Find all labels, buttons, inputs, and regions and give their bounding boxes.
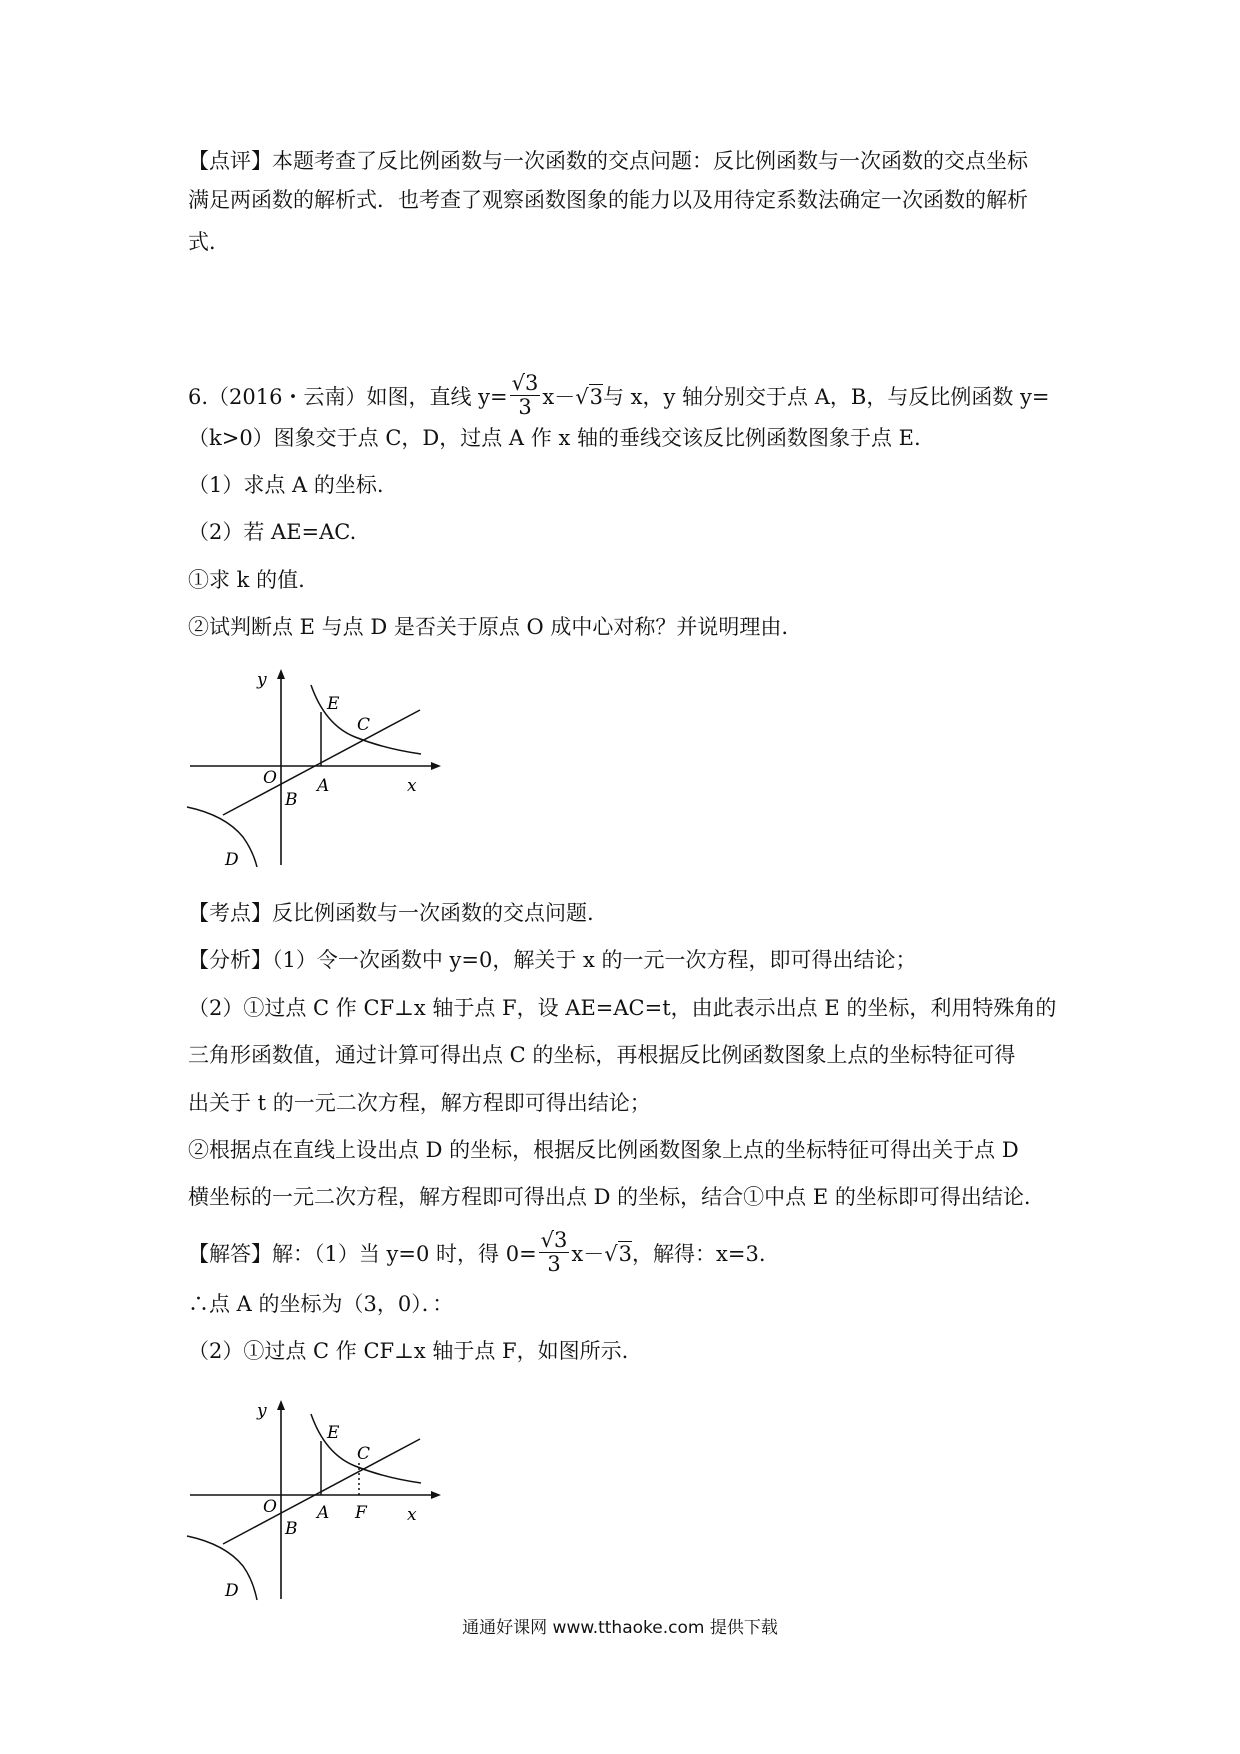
problem-statement-line-2: （k>0）图象交于点 C，D，过点 A 作 x 轴的垂线交该反比例函数图象于点 E. bbox=[188, 426, 921, 450]
y-axis-arrow bbox=[277, 1400, 285, 1410]
problem-sqrt-rad: 3 bbox=[589, 385, 603, 409]
label-o: O bbox=[263, 1497, 277, 1517]
figure-2 bbox=[185, 1394, 445, 1604]
label-c: C bbox=[357, 1444, 371, 1464]
problem-sqrt bbox=[575, 382, 603, 412]
solution-sqrt-sym: √ bbox=[604, 1242, 618, 1266]
solution-suffix: ，解得：x=3. bbox=[632, 1242, 766, 1266]
label-b: B bbox=[285, 790, 298, 810]
hyperbola-branch-lower bbox=[187, 807, 257, 867]
question-2: （2）若 AE=AC. bbox=[188, 520, 357, 544]
label-y: y bbox=[257, 1401, 267, 1421]
solution-frac-num: √3 bbox=[540, 1228, 568, 1252]
label-b: B bbox=[285, 1519, 298, 1539]
label-a: A bbox=[317, 776, 330, 796]
x-axis-arrow bbox=[431, 1491, 441, 1499]
review-line-2: 满足两函数的解析式．也考查了观察函数图象的能力以及用待定系数法确定一次函数的解析 bbox=[188, 188, 1028, 212]
label-e: E bbox=[327, 1423, 340, 1443]
question-2b: ②试判断点 E 与点 D 是否关于原点 O 成中心对称？并说明理由. bbox=[188, 615, 789, 639]
label-d: D bbox=[225, 850, 239, 870]
solution-line-3: （2）①过点 C 作 CF⊥x 轴于点 F，如图所示. bbox=[188, 1339, 629, 1363]
footer-text: 通通好课网 www.tthaoke.com 提供下载 bbox=[462, 1618, 778, 1638]
solution-line-2: ∴点 A 的坐标为（3，0）．： bbox=[188, 1292, 454, 1316]
figure-1 bbox=[185, 665, 445, 870]
problem-sqrt-sym: √ bbox=[575, 385, 589, 409]
problem-suffix: 与 x，y 轴分别交于点 A，B，与反比例函数 y= bbox=[602, 385, 1050, 409]
solution-sqrt bbox=[604, 1239, 632, 1269]
problem-mid: x－ bbox=[542, 385, 576, 409]
label-y: y bbox=[257, 670, 267, 690]
solution-mid: x－ bbox=[571, 1242, 605, 1266]
solution-fraction bbox=[539, 1228, 570, 1275]
label-x: x bbox=[407, 776, 417, 796]
solution-frac-den: 3 bbox=[547, 1252, 561, 1276]
solution-sqrt-rad: 3 bbox=[618, 1242, 633, 1266]
fenxi-line-5: ②根据点在直线上设出点 D 的坐标，根据反比例函数图象上点的坐标特征可得出关于点 D bbox=[188, 1138, 1019, 1162]
fenxi-line-6: 横坐标的一元二次方程，解方程即可得出点 D 的坐标，结合①中点 E 的坐标即可得出结论. bbox=[188, 1185, 1031, 1209]
fenxi-line-2: （2）①过点 C 作 CF⊥x 轴于点 F，设 AE=AC=t，由此表示出点 E 的坐标，利用特殊角的 bbox=[188, 996, 1057, 1020]
label-e: E bbox=[327, 694, 340, 714]
kaodian: 【考点】反比例函数与一次函数的交点问题. bbox=[188, 901, 594, 925]
label-d: D bbox=[225, 1581, 239, 1601]
problem-frac-num: √3 bbox=[511, 371, 539, 395]
problem-prefix: 6.（2016・云南）如图，直线 y= bbox=[188, 385, 508, 409]
label-a: A bbox=[317, 1503, 330, 1523]
review-line-3: 式． bbox=[188, 230, 230, 254]
solution-line-1 bbox=[188, 1228, 766, 1279]
y-axis-arrow bbox=[277, 669, 285, 679]
fenxi-line-4: 出关于 t 的一元二次方程，解方程即可得出结论； bbox=[188, 1091, 651, 1115]
solution-prefix: 【解答】解：（1）当 y=0 时，得 0= bbox=[188, 1242, 537, 1266]
question-2a: ①求 k 的值. bbox=[188, 568, 305, 592]
question-1: （1）求点 A 的坐标. bbox=[188, 473, 384, 497]
hyperbola-branch-lower bbox=[187, 1536, 257, 1600]
fenxi-line-1: 【分析】（1）令一次函数中 y=0，解关于 x 的一元一次方程，即可得出结论； bbox=[188, 948, 917, 972]
review-line-1: 【点评】本题考查了反比例函数与一次函数的交点问题：反比例函数与一次函数的交点坐标 bbox=[188, 149, 1028, 173]
problem-fraction bbox=[510, 371, 541, 418]
label-f: F bbox=[355, 1503, 367, 1523]
x-axis-arrow bbox=[431, 762, 441, 770]
fenxi-line-3: 三角形函数值，通过计算可得出点 C 的坐标，再根据反比例函数图象上点的坐标特征可得 bbox=[188, 1043, 1016, 1067]
problem-frac-den: 3 bbox=[518, 395, 532, 419]
problem-statement-line-1 bbox=[188, 371, 1050, 422]
label-o: O bbox=[263, 768, 277, 788]
label-x: x bbox=[407, 1505, 417, 1525]
label-c: C bbox=[357, 715, 371, 735]
